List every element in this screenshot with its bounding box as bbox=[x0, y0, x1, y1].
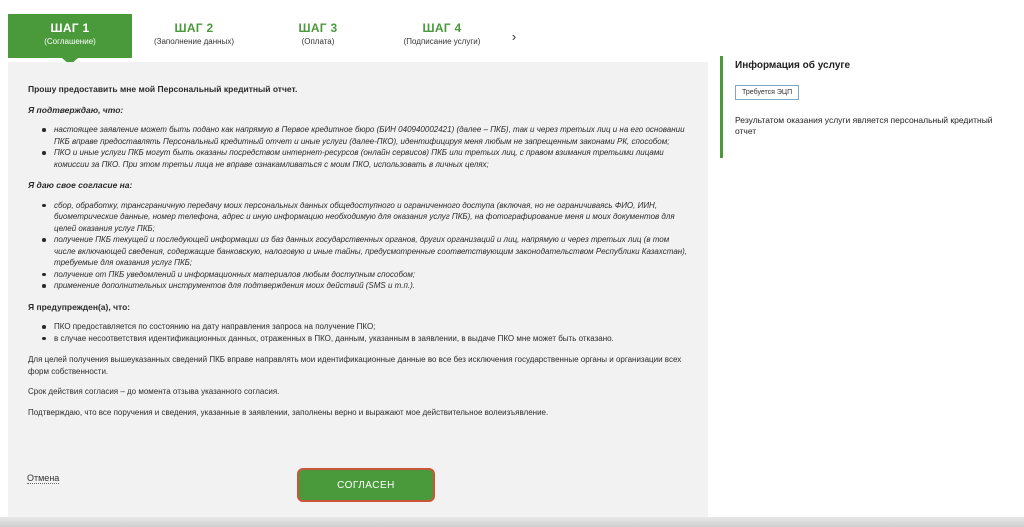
agreement-paragraph-2: Срок действия согласия – до момента отзыва указанного согласия. bbox=[28, 387, 280, 396]
tab-step-2[interactable] bbox=[132, 14, 256, 58]
service-info-title: Информация об услуге bbox=[735, 60, 851, 71]
tab-step-2-subtitle: (Заполнение данных) bbox=[153, 37, 234, 46]
confirm-list bbox=[28, 124, 692, 170]
cancel-link[interactable]: Отмена bbox=[27, 473, 60, 483]
tab-step-4-title: ШАГ 4 bbox=[422, 21, 462, 35]
tab-step-4-subtitle: (Подписание услуги) bbox=[403, 37, 481, 46]
tab-step-3-title: ШАГ 3 bbox=[298, 21, 338, 35]
agreement-text bbox=[28, 84, 692, 427]
service-info-text: Результатом оказания услуги является персональный кредитный отчет bbox=[735, 115, 993, 136]
step-tabs bbox=[8, 14, 524, 58]
tab-step-3[interactable] bbox=[256, 14, 380, 58]
consent-heading: Я даю свое согласие на: bbox=[28, 180, 133, 190]
tab-step-1-subtitle: (Соглашение) bbox=[44, 37, 96, 46]
list-item: применение дополнительных инструментов для подтверждения моих действий (SMS и т.п.). bbox=[28, 280, 692, 292]
eds-required-badge: Требуется ЭЦП bbox=[735, 85, 799, 100]
list-item: получение ПКБ текущей и последующей информации из баз данных государственных органов, других организаций и лиц, напрямую и через третьих лиц (в том числе включающей сведения, содержащие банковскую, налоговую и иные тайны, предусмотренные соответствующим законодательством Республики Казахстан), требуемые для оказания услуг ПКБ; bbox=[28, 234, 692, 269]
consent-list bbox=[28, 200, 692, 292]
tab-step-2-title: ШАГ 2 bbox=[174, 21, 214, 35]
confirm-heading: Я подтверждаю, что: bbox=[28, 104, 124, 115]
agreement-intro: Прошу предоставить мне мой Персональный кредитный отчет. bbox=[28, 84, 298, 94]
list-item: сбор, обработку, трансграничную передачу моих персональных данных общедоступного и ограниченного доступа (включая, но не ограничиваясь ФИО, ИИН, биометрические данные, номер телефона, адрес и иную информацию необходимую для оказания услуг ПКБ), на фотографирование меня и моих документов для целей оказания услуг ПКБ; bbox=[28, 200, 692, 235]
warned-heading: Я предупрежден(а), что: bbox=[28, 301, 131, 312]
tab-step-3-subtitle: (Оплата) bbox=[301, 37, 335, 46]
agreement-panel bbox=[8, 62, 708, 517]
tab-step-4[interactable] bbox=[380, 14, 504, 58]
warned-list bbox=[28, 321, 692, 344]
list-item: ПКО предоставляется по состоянию на дату направления запроса на получение ПКО; bbox=[28, 321, 692, 333]
tab-step-1[interactable] bbox=[8, 14, 132, 58]
tab-step-1-title: ШАГ 1 bbox=[50, 21, 90, 35]
chevron-right-icon[interactable]: › bbox=[511, 28, 517, 44]
list-item: настоящее заявление может быть подано как напрямую в Первое кредитное бюро (БИН 040940002421) (далее – ПКБ), так и через третьих лиц и на его основании ПКБ вправе предоставлять Персональный кредитный отчет и иные услуги (далее-ПКО), идентифицируя меня любым не запрещенным законами РК, способом; bbox=[28, 124, 692, 147]
service-info bbox=[720, 56, 1016, 158]
bottom-shadow bbox=[0, 517, 1024, 527]
list-item: ПКО и иные услуги ПКБ могут быть оказаны посредством интернет-ресурсов (онлайн сервисов) ПКБ или третьих лиц, с правом взимания третьими лицами комиссии за ПКО. При этом третьи лица не вправе ознакамливаться с моим ПКО, использовать в личных целях; bbox=[28, 147, 692, 170]
agreement-paragraph-1: Для целей получения вышеуказанных сведений ПКБ вправе направлять мои идентификационные данные во все без исключения государственные органы и организации всех форм собственности. bbox=[28, 355, 682, 376]
agreement-paragraph-3: Подтверждаю, что все поручения и сведения, указанные в заявлении, заполнены верно и выражают мое действительное волеизъявление. bbox=[28, 407, 549, 417]
list-item: получение от ПКБ уведомлений и информационных материалов любым доступным способом; bbox=[28, 269, 692, 281]
list-item: в случае несоответствия идентификационных данных, отраженных в ПКО, данным, указанным в заявлении, в выдаче ПКО мне может быть отказано. bbox=[28, 333, 692, 345]
agree-button[interactable]: СОГЛАСЕН bbox=[297, 468, 435, 502]
